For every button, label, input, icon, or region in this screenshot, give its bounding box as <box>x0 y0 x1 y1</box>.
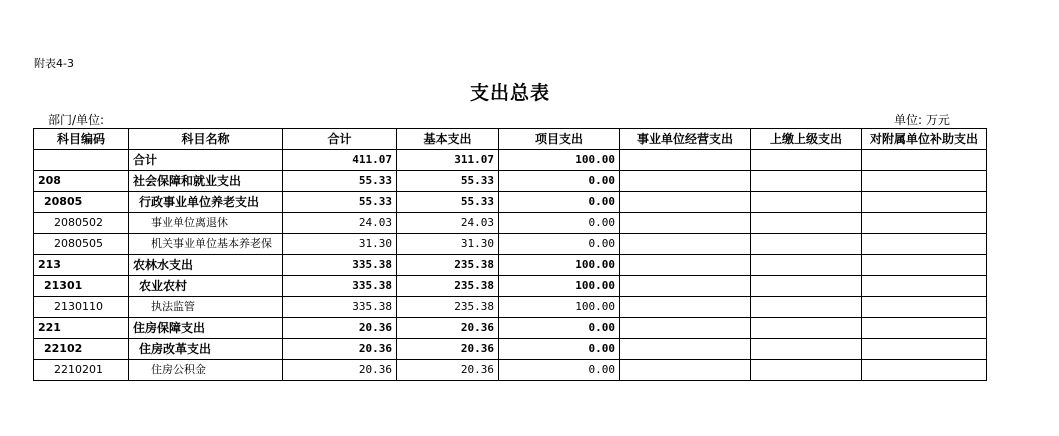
table-cell-upper <box>751 213 862 234</box>
table-cell-total: 335.38 <box>283 276 397 297</box>
table-cell-total: 31.30 <box>283 234 397 255</box>
table-row <box>34 192 987 213</box>
table-cell-subsidy <box>862 192 987 213</box>
table-cell-code: 20805 <box>34 192 129 213</box>
table-row <box>34 318 987 339</box>
table-cell-business <box>620 276 751 297</box>
table-row <box>34 255 987 276</box>
column-header: 项目支出 <box>499 129 620 150</box>
table-row <box>34 360 987 381</box>
table-cell-total: 335.38 <box>283 297 397 318</box>
table-cell-project: 0.00 <box>499 213 620 234</box>
column-header: 上缴上级支出 <box>751 129 862 150</box>
table-cell-name: 住房公积金 <box>129 360 283 381</box>
table-cell-project: 100.00 <box>499 297 620 318</box>
table-cell-project: 0.00 <box>499 339 620 360</box>
table-cell-total: 55.33 <box>283 192 397 213</box>
table-cell-code: 2210201 <box>34 360 129 381</box>
table-cell-subsidy <box>862 297 987 318</box>
table-cell-project: 100.00 <box>499 255 620 276</box>
table-cell-upper <box>751 318 862 339</box>
table-cell-upper <box>751 360 862 381</box>
table-cell-upper <box>751 297 862 318</box>
column-header: 对附属单位补助支出 <box>862 129 987 150</box>
table-cell-business <box>620 150 751 171</box>
table-cell-basic: 235.38 <box>397 255 499 276</box>
table-cell-subsidy <box>862 360 987 381</box>
table-cell-upper <box>751 171 862 192</box>
table-row <box>34 297 987 318</box>
column-header: 合计 <box>283 129 397 150</box>
table-cell-code: 22102 <box>34 339 129 360</box>
table-row <box>34 339 987 360</box>
table-cell-subsidy <box>862 255 987 276</box>
table-row <box>34 213 987 234</box>
table-cell-project: 100.00 <box>499 276 620 297</box>
table-row <box>34 171 987 192</box>
table-cell-name: 住房改革支出 <box>129 339 283 360</box>
table-cell-basic: 235.38 <box>397 276 499 297</box>
table-cell-project: 0.00 <box>499 171 620 192</box>
table-cell-subsidy <box>862 234 987 255</box>
table-cell-name: 事业单位离退休 <box>129 213 283 234</box>
page-title: 支出总表 <box>469 82 550 104</box>
table-cell-business <box>620 234 751 255</box>
table-cell-basic: 235.38 <box>397 297 499 318</box>
table-cell-project: 0.00 <box>499 192 620 213</box>
table-cell-total: 411.07 <box>283 150 397 171</box>
table-cell-code: 2130110 <box>34 297 129 318</box>
attachment-label: 附表4-3 <box>34 57 74 70</box>
table-cell-basic: 20.36 <box>397 339 499 360</box>
table-cell-basic: 24.03 <box>397 213 499 234</box>
table-cell-business <box>620 297 751 318</box>
table-cell-basic: 55.33 <box>397 192 499 213</box>
table-cell-business <box>620 318 751 339</box>
table-cell-name: 合计 <box>129 150 283 171</box>
table-cell-upper <box>751 234 862 255</box>
table-cell-upper <box>751 339 862 360</box>
table-cell-code: 2080505 <box>34 234 129 255</box>
table-header-row <box>34 129 987 150</box>
table-cell-project: 0.00 <box>499 360 620 381</box>
table-cell-business <box>620 255 751 276</box>
table-cell-code <box>34 150 129 171</box>
table-cell-basic: 311.07 <box>397 150 499 171</box>
table-cell-basic: 31.30 <box>397 234 499 255</box>
table-cell-subsidy <box>862 213 987 234</box>
table-cell-code: 221 <box>34 318 129 339</box>
table-cell-business <box>620 360 751 381</box>
table-cell-subsidy <box>862 171 987 192</box>
table-cell-total: 20.36 <box>283 339 397 360</box>
table-cell-subsidy <box>862 339 987 360</box>
unit-label: 单位: 万元 <box>894 113 950 127</box>
table-cell-name: 住房保障支出 <box>129 318 283 339</box>
table-cell-upper <box>751 255 862 276</box>
table-cell-business <box>620 339 751 360</box>
table-cell-subsidy <box>862 318 987 339</box>
table-cell-name: 行政事业单位养老支出 <box>129 192 283 213</box>
table-cell-upper <box>751 192 862 213</box>
table-cell-name: 社会保障和就业支出 <box>129 171 283 192</box>
column-header: 基本支出 <box>397 129 499 150</box>
column-header: 科目名称 <box>129 129 283 150</box>
table-cell-business <box>620 171 751 192</box>
table-cell-code: 208 <box>34 171 129 192</box>
table-cell-code: 21301 <box>34 276 129 297</box>
table-cell-project: 0.00 <box>499 234 620 255</box>
table-cell-total: 335.38 <box>283 255 397 276</box>
table-cell-basic: 20.36 <box>397 360 499 381</box>
expenditure-table <box>33 128 987 381</box>
table-cell-total: 20.36 <box>283 318 397 339</box>
column-header: 科目编码 <box>34 129 129 150</box>
table-row <box>34 234 987 255</box>
table-cell-upper <box>751 150 862 171</box>
table-cell-project: 0.00 <box>499 318 620 339</box>
table-cell-project: 100.00 <box>499 150 620 171</box>
department-label: 部门/单位: <box>48 113 105 127</box>
table-cell-name: 机关事业单位基本养老保 <box>129 234 283 255</box>
column-header: 事业单位经营支出 <box>620 129 751 150</box>
table-cell-basic: 55.33 <box>397 171 499 192</box>
table-cell-subsidy <box>862 276 987 297</box>
table-cell-name: 执法监管 <box>129 297 283 318</box>
table-row <box>34 150 987 171</box>
table-cell-subsidy <box>862 150 987 171</box>
table-cell-name: 农业农村 <box>129 276 283 297</box>
table-cell-business <box>620 213 751 234</box>
table-cell-basic: 20.36 <box>397 318 499 339</box>
table-cell-upper <box>751 276 862 297</box>
table-row <box>34 276 987 297</box>
table-cell-business <box>620 192 751 213</box>
table-cell-total: 24.03 <box>283 213 397 234</box>
table-cell-total: 20.36 <box>283 360 397 381</box>
table-cell-name: 农林水支出 <box>129 255 283 276</box>
table-cell-code: 213 <box>34 255 129 276</box>
table-cell-total: 55.33 <box>283 171 397 192</box>
table-cell-code: 2080502 <box>34 213 129 234</box>
